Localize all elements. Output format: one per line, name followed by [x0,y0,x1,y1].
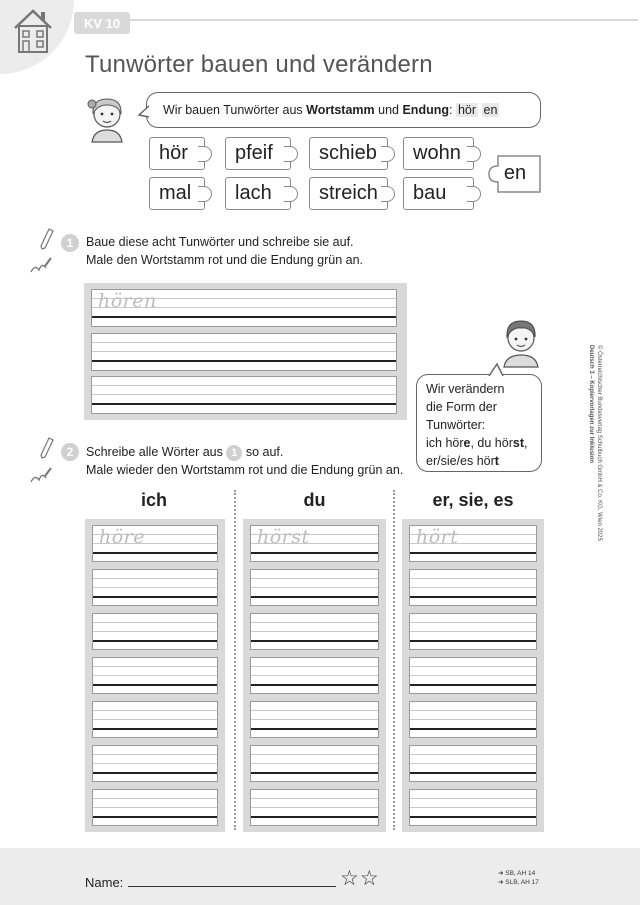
puzzle-knob [467,146,481,162]
crayon-icon [29,466,53,484]
writing-lines[interactable] [250,789,379,826]
writing-lines[interactable] [92,525,218,562]
worksheet-badge: KV 10 [74,12,130,34]
reference-line: ➜ SB, AH 14 [498,870,536,877]
example-ending: en [483,103,498,117]
boy-speech-line: Tunwörter: [426,418,486,432]
example-stem: hör [457,103,477,117]
puzzle-knob [467,186,481,202]
pencil-icon [40,228,54,250]
writing-lines[interactable] [409,613,537,650]
speech-bold-ending: Endung [402,103,449,117]
star-rating[interactable]: ☆☆ [340,867,380,890]
stem-piece [309,177,388,210]
cursive-example: hören [98,290,157,312]
cursive-example: hörst [257,526,310,548]
task1-line1: Baue diese acht Tunwörter und schreibe sie auf. [86,235,354,249]
task2-instruction [86,443,403,479]
column-divider [234,490,236,830]
writing-lines[interactable] [409,789,537,826]
column-du-box [243,519,386,832]
task2-line1 [86,443,403,461]
puzzle-knob [198,186,212,202]
puzzle-knob [381,146,395,162]
house-icon [12,6,54,54]
speech-tail [138,105,150,119]
writing-lines[interactable] [250,613,379,650]
writing-lines[interactable] [250,569,379,606]
pencil-icon [40,437,54,459]
task1-instruction [86,233,363,269]
column-ich-box [85,519,225,832]
column-divider [393,490,395,830]
writing-lines[interactable] [92,569,218,606]
conj-du-ending: st [512,436,524,450]
header-rule [130,19,638,21]
task1-writing-box [84,283,407,420]
copyright-side-text [587,345,603,541]
task2-text: so auf. [242,445,284,459]
column-er-box [402,519,544,832]
reference-line: ➜ SLB, AH 17 [498,879,539,886]
task-reference-badge: 1 [226,445,242,461]
writing-lines[interactable] [91,376,397,414]
book-title-line: Deutsch 3 – Kopiervorlagen zur Inklusion [588,345,594,464]
writing-lines[interactable] [91,333,397,371]
boy-speech-line: Wir verändern [426,382,505,396]
footer-references [498,869,539,887]
writing-lines[interactable] [92,789,218,826]
writing-lines[interactable] [409,657,537,694]
comma: , [524,436,528,450]
stem-piece [149,177,205,210]
column-heading-du: du [303,490,326,510]
speech-tail [487,363,505,377]
stem-word: streich [319,182,378,204]
stem-word: hör [159,142,188,164]
writing-lines[interactable] [409,701,537,738]
boy-speech-line [426,434,541,452]
writing-lines[interactable] [92,745,218,782]
intro-speech-bubble [146,92,541,128]
stem-piece [403,177,474,210]
writing-lines[interactable] [250,525,379,562]
writing-lines[interactable] [250,701,379,738]
cursive-example: höre [99,526,146,548]
crayon-icon [29,256,53,274]
task2-text: Schreibe alle Wörter aus [86,445,227,459]
puzzle-knob [198,146,212,162]
task-number: 2 [61,443,79,461]
boy-speech-line: die Form der [426,400,497,414]
speech-colon: : [448,103,456,117]
speech-bold-stem: Wortstamm [306,103,375,117]
writing-lines[interactable] [91,289,397,327]
writing-lines[interactable] [250,745,379,782]
conj-ich: ich hör [426,436,464,450]
puzzle-knob [284,146,298,162]
speech-text-and: und [374,103,403,117]
stem-piece [225,137,291,170]
stem-word: wohn [413,142,461,164]
conj-er: er/sie/es hör [426,454,495,468]
girl-illustration [82,92,132,146]
writing-lines[interactable] [409,569,537,606]
ending-piece: en [503,162,527,184]
stem-word: schieb [319,142,377,164]
copyright-line: © Österreichischer Bundesverlag Schulbuch GmbH & Co. KG, Wien 2025 [596,345,602,541]
page-title: Tunwörter bauen und verändern [85,51,433,78]
writing-lines[interactable] [92,701,218,738]
column-heading-ich: ich [140,490,167,510]
puzzle-knob [284,186,298,202]
writing-lines[interactable] [250,657,379,694]
boy-speech-line [426,452,541,470]
stem-piece [403,137,474,170]
task-number: 1 [61,234,79,252]
writing-lines[interactable] [92,613,218,650]
conj-er-ending: t [494,454,499,468]
boy-illustration [498,313,544,369]
task2-line2: Male wieder den Wortstamm rot und die Endung grün an. [86,463,404,477]
writing-lines[interactable] [409,745,537,782]
puzzle-knob [381,186,395,202]
name-label: Name: [85,875,124,890]
stem-piece [309,137,388,170]
writing-lines[interactable] [409,525,537,562]
task1-line2: Male den Wortstamm rot und die Endung grün an. [86,253,364,267]
speech-text: Wir bauen Tunwörter aus [163,103,307,117]
stem-word: bau [413,182,447,204]
stem-piece [149,137,205,170]
conj-du: , du hör [470,436,513,450]
stem-word: lach [235,182,272,204]
stem-word: mal [159,182,192,204]
stem-word: pfeif [235,142,273,164]
stem-piece [225,177,291,210]
boy-speech-bubble [416,374,542,472]
name-input-line[interactable] [128,886,336,887]
column-heading-er-sie-es: er, sie, es [432,490,514,510]
cursive-example: hört [416,526,459,548]
conj-ich-ending: e [463,436,471,450]
writing-lines[interactable] [92,657,218,694]
